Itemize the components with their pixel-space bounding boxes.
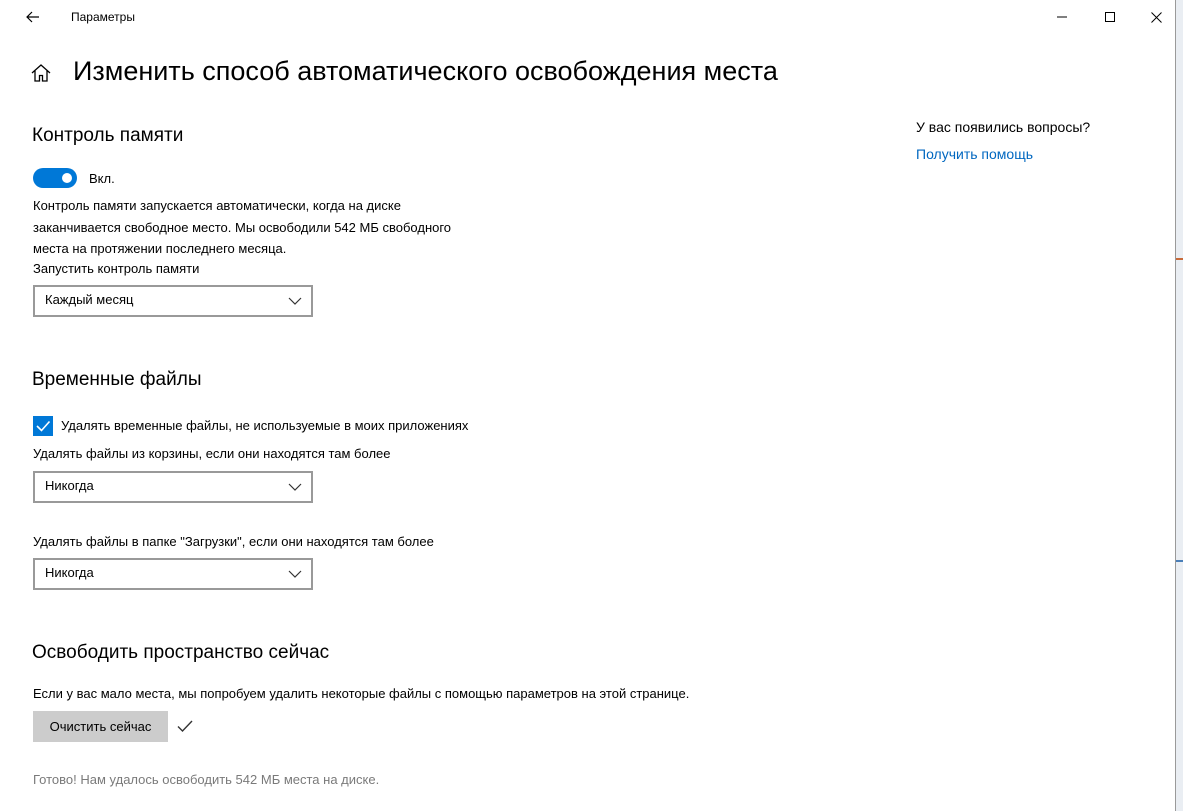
recycle-bin-label: Удалять файлы из корзины, если они находятся там более [33, 446, 391, 461]
delete-temp-files-checkbox[interactable] [33, 416, 53, 436]
page-title: Изменить способ автоматического освобождения места [73, 56, 778, 86]
storage-sense-toggle[interactable] [33, 168, 77, 188]
checkmark-icon [176, 718, 194, 734]
title-bar [0, 0, 1175, 34]
clean-result-message: Готово! Нам удалось освободить 542 МБ места на диске. [33, 772, 380, 787]
run-frequency-value: Каждый месяц [45, 292, 134, 307]
run-storage-sense-label: Запустить контроль памяти [33, 261, 200, 276]
desktop-background [1176, 0, 1183, 811]
home-icon [30, 62, 52, 84]
downloads-value: Никогда [45, 565, 94, 580]
storage-sense-heading: Контроль памяти [32, 125, 184, 146]
run-frequency-dropdown[interactable] [33, 285, 313, 317]
desktop-accent-line [1176, 258, 1183, 260]
temp-files-heading: Временные файлы [32, 369, 202, 390]
chevron-down-icon [287, 566, 303, 582]
home-button[interactable] [30, 62, 56, 88]
close-icon [1151, 12, 1162, 23]
maximize-icon [1105, 12, 1115, 22]
back-arrow-icon [26, 11, 40, 23]
toggle-state-label: Вкл. [89, 171, 115, 186]
recycle-bin-dropdown[interactable] [33, 471, 313, 503]
desktop-accent-line [1176, 560, 1183, 562]
toggle-knob [62, 173, 72, 183]
minimize-icon [1057, 12, 1067, 22]
free-space-description: Если у вас мало места, мы попробуем удалить некоторые файлы с помощью параметров на этой странице. [33, 686, 690, 701]
downloads-dropdown[interactable] [33, 558, 313, 590]
maximize-button[interactable] [1087, 0, 1133, 34]
recycle-bin-value: Никогда [45, 478, 94, 493]
close-button[interactable] [1133, 0, 1179, 34]
checkmark-icon [33, 416, 53, 436]
clean-now-button[interactable]: Очистить сейчас [33, 711, 168, 742]
minimize-button[interactable] [1039, 0, 1085, 34]
app-title: Параметры [71, 10, 135, 24]
get-help-link[interactable]: Получить помощь [916, 146, 1034, 162]
chevron-down-icon [287, 479, 303, 495]
storage-sense-description: Контроль памяти запускается автоматически, когда на диске заканчивается свободное место. Мы освободили 542 МБ свободного места на протяжении последнего месяца. [33, 198, 452, 256]
downloads-label: Удалять файлы в папке "Загрузки", если они находятся там более [33, 534, 434, 549]
delete-temp-files-label: Удалять временные файлы, не используемые в моих приложениях [61, 418, 469, 433]
help-question: У вас появились вопросы? [916, 119, 1091, 135]
free-space-heading: Освободить пространство сейчас [32, 642, 330, 663]
chevron-down-icon [287, 293, 303, 309]
back-button[interactable] [16, 2, 50, 32]
